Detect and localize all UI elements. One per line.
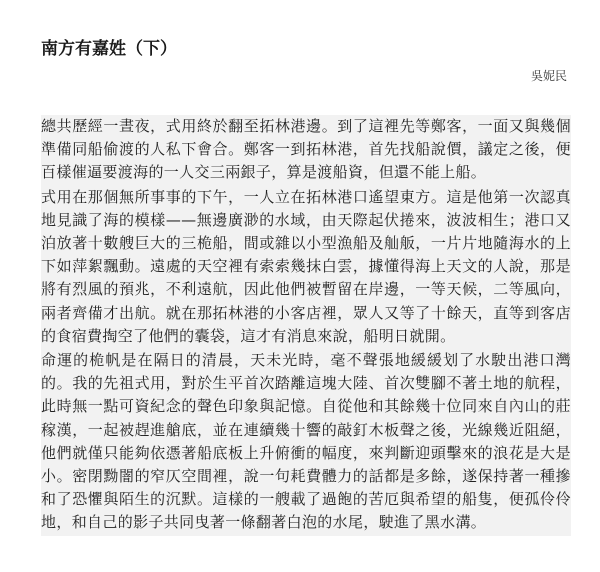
paragraph: 式用在那個無所事事的下午，一人立在拓林港口遙望東方。這是他第一次認真地見識了海的模樣——無邊廣渺的水域，由天際起伏捲來，波波相生；港口又泊放著十數艘巨大的三桅船，間或雜以小型漁船及舢舨，一片片地隨海水的上下如萍絮飄動。遠處的天空裡有索索幾抹白雲，據懂得海上天文的人說，那是將有烈風的預兆，不利遠航，因此他們被暫留在岸邊，一等天候，二等風向，兩者齊備才出航。就在那拓林港的小客店裡，眾人又等了十餘天，直等到客店的食宿費掏空了他們的囊袋，這才有消息來說，船明日就開。: [41, 186, 571, 349]
paragraph: 命運的桅帆是在隔日的清晨，天未光時，毫不聲張地緩緩划了水駛出港口灣的。我的先祖式用，對於生平首次踏離這塊大陸、首次雙腳不著土地的航程，此時無一點可資紀念的聲色印象與記憶。自從他和其餘幾十位同來自內山的莊稼漢，一起被趕進艙底，並在連續幾十響的敲釘木板聲之後，光線幾近阻絕，他們就僅只能夠依憑著船底板上升俯衝的幅度，來判斷迎頭擊來的浪花是大是小。密閉黝闇的窄仄空間裡，說一句耗費體力的話都是多餘，遂保持著一種摻和了恐懼與陌生的沉默。這樣的一艘載了過飽的苦厄與希望的船隻，便孤伶伶地，和自己的影子共同曳著一條翻著白泡的水尾，駛進了黑水溝。: [41, 349, 571, 536]
article-body: [41, 115, 571, 536]
author-name: 吳妮民: [530, 69, 567, 83]
paragraph: 總共歷經一晝夜，式用終於翻至拓林港邊。到了這裡先等鄭客，一面又與幾個準備同船偷渡的人私下會合。鄭客一到拓林港，首先找船說價，議定之後，便百樣催逼要渡海的一人交三兩銀子，算是渡船資，但還不能上船。: [41, 115, 571, 186]
article-title: 南方有嘉姓（下）: [41, 39, 177, 59]
